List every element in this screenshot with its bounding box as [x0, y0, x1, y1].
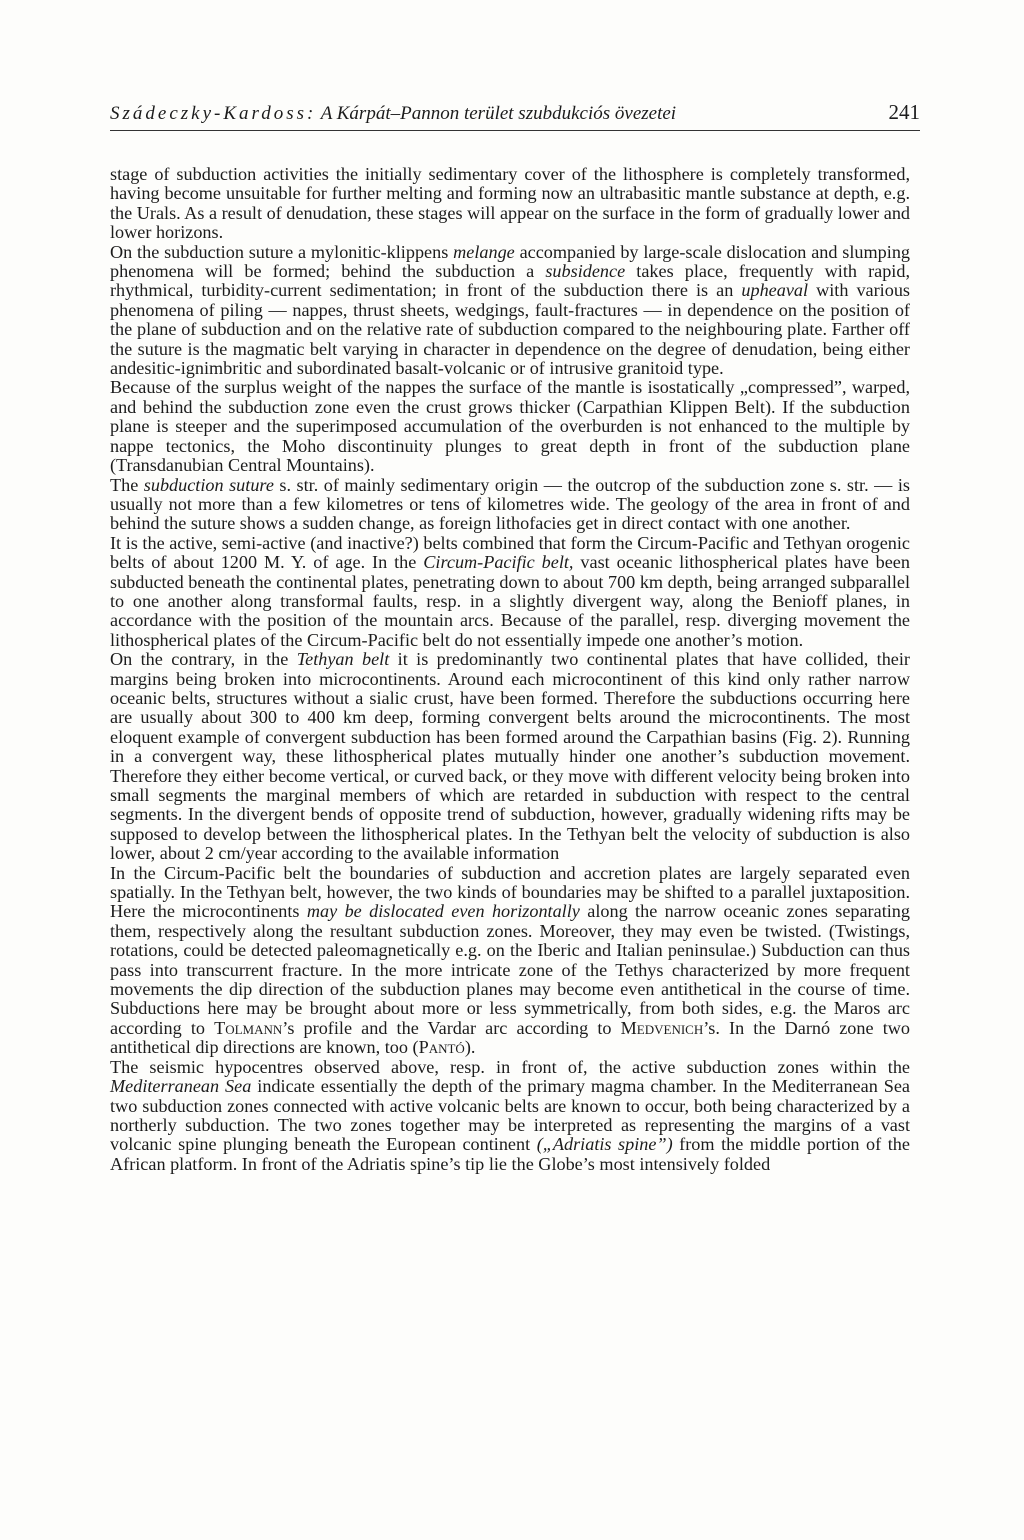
text-run: indicate essentially the depth of the primary magma chamber. In the Mediterranean Sea two subduction zones connected with active volcanic belts are known to occur, both being characterized by a northerly subduction. The two zones together may be interpreted as representing the margins of a vast volcanic spine plunging beneath the European continent — [110, 1076, 911, 1155]
text-run: accompanied by large-scale dislocation and slumping phenomena will be formed; behind the subduction a — [110, 241, 911, 282]
page-number: 241 — [888, 100, 920, 124]
header-title: A Kárpát–Pannon terület szubdukciós övezetei — [320, 103, 677, 124]
italic-text: subsidence — [545, 261, 626, 282]
text-run: takes place, frequently with rapid, rhythmical, turbidity-current sedimentation; in front of the subduction there is an — [110, 261, 910, 301]
text-run: stage of subduction activities the initially sedimentary cover of the lithosphere is completely transformed, having become unsuitable for further melting and forming now an ultrabasitic mantle substance at depth, e.g. the Urals. As a result of denudation, these stages will appear on the surface in the form of gradually lower and lower horizons. — [110, 164, 911, 243]
header-rule — [110, 130, 920, 131]
text-run: ’s profile and the Vardar arc according to — [282, 1017, 621, 1038]
italic-text: Mediterranean Sea — [110, 1076, 252, 1097]
paragraph — [110, 476, 910, 534]
small-caps-name: Medvenich — [620, 1017, 704, 1038]
italic-text: Tethyan belt — [296, 649, 390, 670]
article-body — [110, 165, 910, 1174]
running-title — [110, 103, 676, 125]
text-run: It is the active, semi-active (and inactive?) belts combined that form the Circum-Pacific and Tethyan orogenic belts of about 1200 M. Y. of age. In the — [110, 532, 910, 573]
text-run: The — [110, 474, 144, 495]
text-run: s. str. of mainly sedimentary origin — the outcrop of the subduction zone s. str. — is usually not more than a few kilometres or tens of kilometres wide. The geology of the area in front of and behind the suture shows a sudden change, as foreign lithofacies get in direct contact with one another. — [110, 474, 910, 534]
text-run: On the subduction suture a mylonitic-klippens — [110, 241, 454, 262]
italic-text: Circum-Pacific belt, — [423, 552, 574, 573]
paragraph — [110, 650, 910, 863]
italic-text: subduction suture — [143, 474, 274, 495]
small-caps-name: Pantó — [418, 1037, 465, 1058]
running-header — [110, 100, 920, 125]
text-run: from the middle portion of the African platform. In front of the Adriatis spine’s tip lie the Globe’s most intensively folded — [110, 1134, 910, 1174]
text-run: ). — [464, 1037, 476, 1058]
text-run: In the Circum-Pacific belt the boundaries of subduction and accretion plates are largely separated even spatially. In the Tethyan belt, however, the two kinds of boundaries may be shifted to a parallel juxtaposition. Here the microcontinents — [110, 862, 910, 922]
text-run: ’s. In the Darnó zone two antithetical dip directions are known, too ( — [110, 1017, 910, 1058]
text-run: along the narrow oceanic zones separating them, respectively along the resultant subduction zones. Moreover, they may even be twisted. (Twistings, rotations, could be detected paleomagnetically e.g. on the Iberic and Italian peninsulae.) Subduction can thus pass into transcurrent fracture. In the more intricate zone of the Tethys characterized by more frequent movements the dip direction of the subduction planes may become even antithetical in the course of time. Subductions here may be brought about more or less symmetrically, from both sides, e.g. the Maros arc according to — [110, 901, 910, 1038]
header-authors: Szádeczky-Kardoss: — [110, 103, 317, 124]
paragraph — [110, 378, 910, 475]
text-run: Because of the surplus weight of the nappes the surface of the mantle is isostatically „compressed”, warped, and behind the subduction zone even the crust grows thicker (Carpathian Klippen Belt). If the subduction plane is steeper and the superimposed accumulation of the overburden is not enhanced to the multiple by nappe tectonics, the Moho discontinuity plunges to great depth in front of the subduction plane (Transdanubian Central Mountains). — [110, 377, 910, 476]
text-run: vast oceanic lithospherical plates have been subducted beneath the continental plates, penetrating down to about 700 km depth, being arranged subparallel to one another along transformal faults, resp. in a slightly divergent way, along the Benioff planes, in accordance with the position of the mountain arcs. Because of the parallel, resp. diverging movement the lithospherical plates of the Circum-Pacific belt do not essentially impede one another’s motion. — [110, 552, 911, 650]
paragraph — [110, 1058, 910, 1174]
small-caps-name: Tolmann — [214, 1017, 283, 1038]
italic-text: melange — [453, 241, 515, 262]
paragraph — [110, 534, 910, 650]
paragraph — [110, 243, 910, 379]
italic-text: may be dislocated even horizontally — [306, 901, 580, 922]
paragraph — [110, 165, 910, 243]
text-run: with various phenomena of piling — nappes, thrust sheets, wedgings, fault-fractures — in dependence on the position of the plane of subduction and on the relative rate of subduction compared to the neighbouring plate. Farther off the suture is the magmatic belt varying in character in dependence on the degree of denudation, being either andesitic-ignimbritic and subordinated basalt-volcanic or of intrusive granitoid type. — [110, 280, 910, 379]
text-run: it is predominantly two continental plates that have collided, their margins being broken into microcontinents. Around each microcontinent of this kind only rather narrow oceanic belts, structures without a sialic crust, have been formed. Therefore the subductions occurring here are usually about 300 to 400 km deep, forming convergent belts around the microcontinents. The most eloquent example of convergent subduction has been formed around the Carpathian basins (Fig. 2). Running in a convergent way, these lithospherical plates mutually hinder one another’s subduction movement. Therefore they either become vertical, or curved back, or they move with different velocity being broken into small segments the marginal members of which are retarded in subduction with respect to the central segments. In the divergent bends of opposite trend of subduction, however, gradually widening rifts may be supposed to develop between the lithospherical plates. In the Tethyan belt the velocity of subduction is also lower, about 2 cm/year according to the available information — [110, 649, 910, 864]
text-run: The seismic hypocentres observed above, resp. in front of, the active subduction zones within the — [110, 1056, 910, 1077]
italic-text: („Adriatis spine”) — [536, 1134, 673, 1155]
paragraph — [110, 864, 910, 1058]
italic-text: upheaval — [741, 280, 809, 301]
text-run: On the contrary, in the — [110, 649, 297, 670]
